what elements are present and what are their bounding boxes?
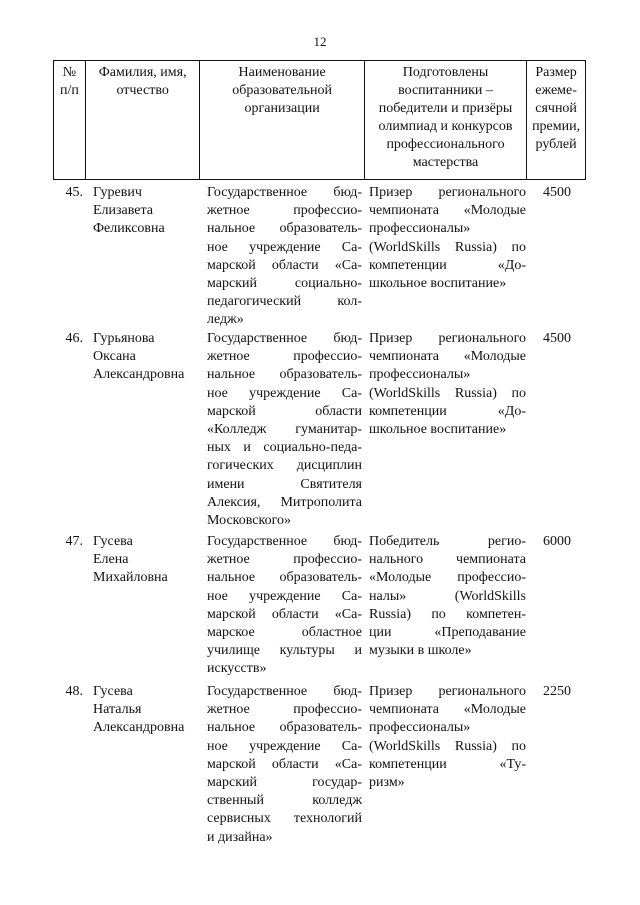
header-ach-line: воспитанники – — [398, 83, 493, 98]
ach-line: чемпионата «Молодые — [369, 702, 526, 718]
table-row — [53, 184, 586, 330]
org-line: ное учреждение Са- — [207, 738, 362, 754]
header-ach-line: Подготовлены — [402, 65, 489, 80]
ach-line: школьное воспитание» — [369, 276, 507, 292]
header-achievement — [365, 61, 527, 179]
header-prize — [527, 61, 585, 179]
header-org-line: образовательной — [232, 83, 332, 98]
org-line: и дизайна» — [207, 829, 273, 845]
org-line: марский социально- — [207, 276, 362, 292]
org-line: ное учреждение Са- — [207, 588, 362, 604]
ach-line: профессионалы» — [369, 367, 471, 383]
row-fullname — [85, 683, 200, 847]
row-prize: 2250 — [543, 684, 571, 699]
row-achievement — [365, 683, 528, 847]
page-number: 12 — [313, 34, 327, 49]
org-line: марское областное — [207, 625, 362, 641]
header-ach-line: олимпиад и конкурсов — [378, 119, 513, 134]
row-achievement — [365, 533, 528, 679]
ach-line: ризм» — [369, 775, 405, 791]
ach-line: Russia) по компетен- — [369, 606, 526, 622]
table-header — [53, 60, 586, 180]
ach-line: (WorldSkills Russia) по — [369, 385, 526, 401]
org-line: училище культуры и — [207, 643, 362, 659]
header-prize-line: Размер — [535, 65, 577, 80]
org-line: Алексия, Митрополита — [207, 494, 362, 510]
org-line: гогических дисциплин — [207, 458, 362, 474]
ach-line: Победитель регио- — [369, 534, 526, 549]
org-line: ственный колледж — [207, 793, 362, 809]
name-line: Наталья — [93, 702, 142, 718]
ach-line: школьное воспитание» — [369, 422, 507, 438]
ach-line: компетенции «До- — [369, 403, 526, 419]
row-organization — [200, 184, 365, 330]
header-num-line: п/п — [60, 83, 79, 98]
row-number: 48. — [65, 684, 83, 699]
row-number: 45. — [65, 185, 83, 200]
row-prize: 4500 — [543, 331, 571, 346]
ach-line: компетенции «До- — [369, 257, 526, 273]
org-line: нальное образователь- — [207, 570, 362, 586]
org-line: марской области «Са- — [207, 257, 362, 273]
row-number: 46. — [65, 331, 83, 346]
name-line: Гуревич — [93, 185, 142, 200]
header-num — [54, 61, 86, 179]
row-number: 47. — [65, 534, 83, 549]
org-line: жетное профессио- — [207, 552, 362, 568]
row-achievement — [365, 184, 528, 330]
header-name-line: Фамилия, имя, — [98, 65, 187, 80]
name-line: Александровна — [93, 367, 185, 383]
ach-line: налы» (WorldSkills — [369, 588, 526, 604]
name-line: Михайловна — [93, 570, 168, 586]
ach-line: профессионалы» — [369, 221, 471, 237]
ach-line: чемпионата «Молодые — [369, 349, 526, 365]
header-prize-line: сячной — [535, 101, 577, 116]
header-num-line: № — [62, 65, 77, 80]
row-organization — [200, 533, 365, 679]
name-line: Елена — [93, 552, 129, 568]
name-line: Феликсовна — [93, 221, 165, 237]
row-achievement — [365, 330, 528, 530]
header-org — [200, 61, 364, 179]
header-prize-line: премии, — [532, 119, 581, 134]
name-line: Гурьянова — [93, 331, 155, 346]
header-org-line: организации — [244, 101, 320, 116]
org-line: ное учреждение Са- — [207, 385, 362, 401]
row-fullname — [85, 330, 200, 530]
org-line: жетное профессио- — [207, 349, 362, 365]
org-line: нальное образователь- — [207, 221, 362, 237]
row-fullname — [85, 184, 200, 330]
ach-line: Призер регионального — [369, 185, 526, 200]
row-fullname — [85, 533, 200, 679]
org-line: педагогический кол- — [207, 294, 362, 310]
ach-line: Призер регионального — [369, 684, 526, 699]
org-line: ледж» — [207, 312, 244, 328]
org-line: Московского» — [207, 513, 291, 529]
header-ach-line: профессионального — [386, 137, 505, 152]
header-name-line: отчество — [116, 83, 169, 98]
org-line: марской области — [207, 403, 362, 419]
org-line: Государственное бюд- — [207, 684, 362, 699]
org-line: Государственное бюд- — [207, 331, 362, 346]
header-ach-line: победители и призёры — [378, 101, 513, 116]
org-line: жетное профессио- — [207, 203, 362, 219]
org-line: жетное профессио- — [207, 702, 362, 718]
org-line: ное учреждение Са- — [207, 239, 362, 255]
table-row — [53, 683, 586, 847]
header-name — [86, 61, 201, 179]
name-line: Александровна — [93, 720, 185, 736]
ach-line: «Молодые профессио- — [369, 570, 526, 586]
name-line: Елизавета — [93, 203, 154, 219]
org-line: марской области «Са- — [207, 606, 362, 622]
ach-line: профессионалы» — [369, 720, 471, 736]
ach-line: (WorldSkills Russia) по — [369, 738, 526, 754]
ach-line: нального чемпионата — [369, 552, 526, 568]
org-line: марский государ- — [207, 775, 362, 791]
ach-line: (WorldSkills Russia) по — [369, 239, 526, 255]
ach-line: Призер регионального — [369, 331, 526, 346]
org-line: марской области «Са- — [207, 756, 362, 772]
ach-line: компетенции «Ту- — [369, 756, 526, 772]
org-line: ных и социально-педа- — [207, 440, 362, 456]
row-prize: 4500 — [543, 185, 571, 200]
name-line: Гусева — [93, 684, 133, 699]
header-ach-line: мастерства — [412, 155, 479, 170]
org-line: нальное образователь- — [207, 720, 362, 736]
name-line: Оксана — [93, 349, 136, 365]
row-prize: 6000 — [543, 534, 571, 549]
ach-line: музыки в школе» — [369, 643, 472, 659]
org-line: имени Святителя — [207, 476, 362, 492]
org-line: Государственное бюд- — [207, 185, 362, 200]
org-line: нальное образователь- — [207, 367, 362, 383]
org-line: искусств» — [207, 661, 267, 677]
header-org-line: Наименование — [238, 65, 326, 80]
header-prize-line: рублей — [535, 137, 577, 152]
name-line: Гусева — [93, 534, 133, 549]
ach-line: чемпионата «Молодые — [369, 203, 526, 219]
table-row — [53, 330, 586, 530]
org-line: сервисных технологий — [207, 811, 362, 827]
org-line: «Колледж гуманитар- — [207, 422, 362, 438]
row-organization — [200, 683, 365, 847]
table-row — [53, 533, 586, 679]
header-prize-line: ежеме- — [535, 83, 577, 98]
org-line: Государственное бюд- — [207, 534, 362, 549]
row-organization — [200, 330, 365, 530]
ach-line: ции «Преподавание — [369, 625, 526, 641]
